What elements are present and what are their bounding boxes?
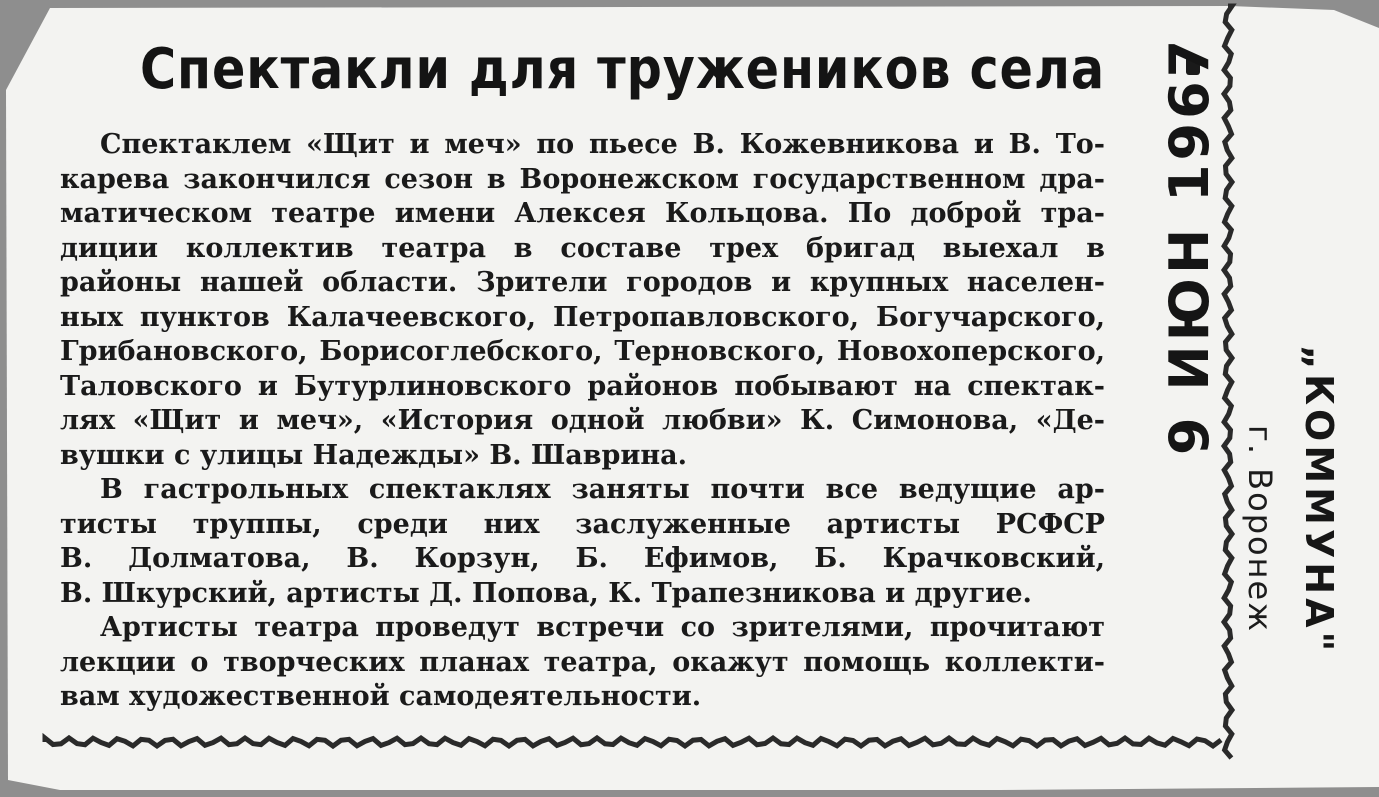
- text-line: Грибановского, Борисоглебского, Терновского, Новохоперского,: [60, 336, 1105, 367]
- article-title: Спектакли для тружеников села: [140, 37, 1105, 102]
- text-line: карева закончился сезон в Воронежском государственном дра-: [60, 163, 1105, 195]
- paragraph-2: [60, 473, 1105, 611]
- paragraph-3: [60, 611, 1105, 715]
- text-line: диции коллектив театра в составе трех бригад выехал в: [60, 232, 1105, 264]
- text-line: Артисты театра проведут встречи со зрителями, прочитают: [100, 612, 1105, 643]
- text-line: В. Шкурский, артисты Д. Попова, К. Трапезникова и другие.: [60, 577, 1032, 609]
- text-line: В гастрольных спектаклях заняты почти все ведущие ар-: [100, 474, 1105, 505]
- text-line: районы нашей области. Зрители городов и крупных населен-: [60, 267, 1105, 298]
- stamp-newspaper-name: „КОММУНА": [1297, 345, 1341, 656]
- text-line: ных пунктов Калачеевского, Петропавловского, Богучарского,: [60, 301, 1105, 333]
- text-line: Таловского и Бутурлиновского районов побывают на спектак-: [60, 370, 1105, 402]
- text-line: Спектаклем «Щит и меч» по пьесе В. Кожевникова и В. То-: [100, 129, 1105, 160]
- text-line: вам художественной самодеятельности.: [60, 681, 702, 712]
- stamp-date: 9 ИЮН 1967: [1158, 35, 1221, 455]
- text-line: тисты труппы, среди них заслуженные артисты РСФСР: [60, 508, 1105, 540]
- article-body: [60, 128, 1105, 715]
- text-line: лекции о творческих планах театра, окажут помощь коллекти-: [60, 646, 1105, 678]
- text-line: матическом театре имени Алексея Кольцова. По доброй тра-: [60, 198, 1105, 229]
- paragraph-1: [60, 128, 1105, 473]
- stamp-city: г. Воронеж: [1241, 425, 1279, 634]
- text-line: вушки с улицы Надежды» В. Шаврина.: [60, 439, 688, 471]
- text-line: В. Долматова, В. Корзун, Б. Ефимов, Б. Крачковский,: [60, 543, 1105, 574]
- text-line: лях «Щит и меч», «История одной любви» К. Симонова, «Де-: [60, 405, 1105, 436]
